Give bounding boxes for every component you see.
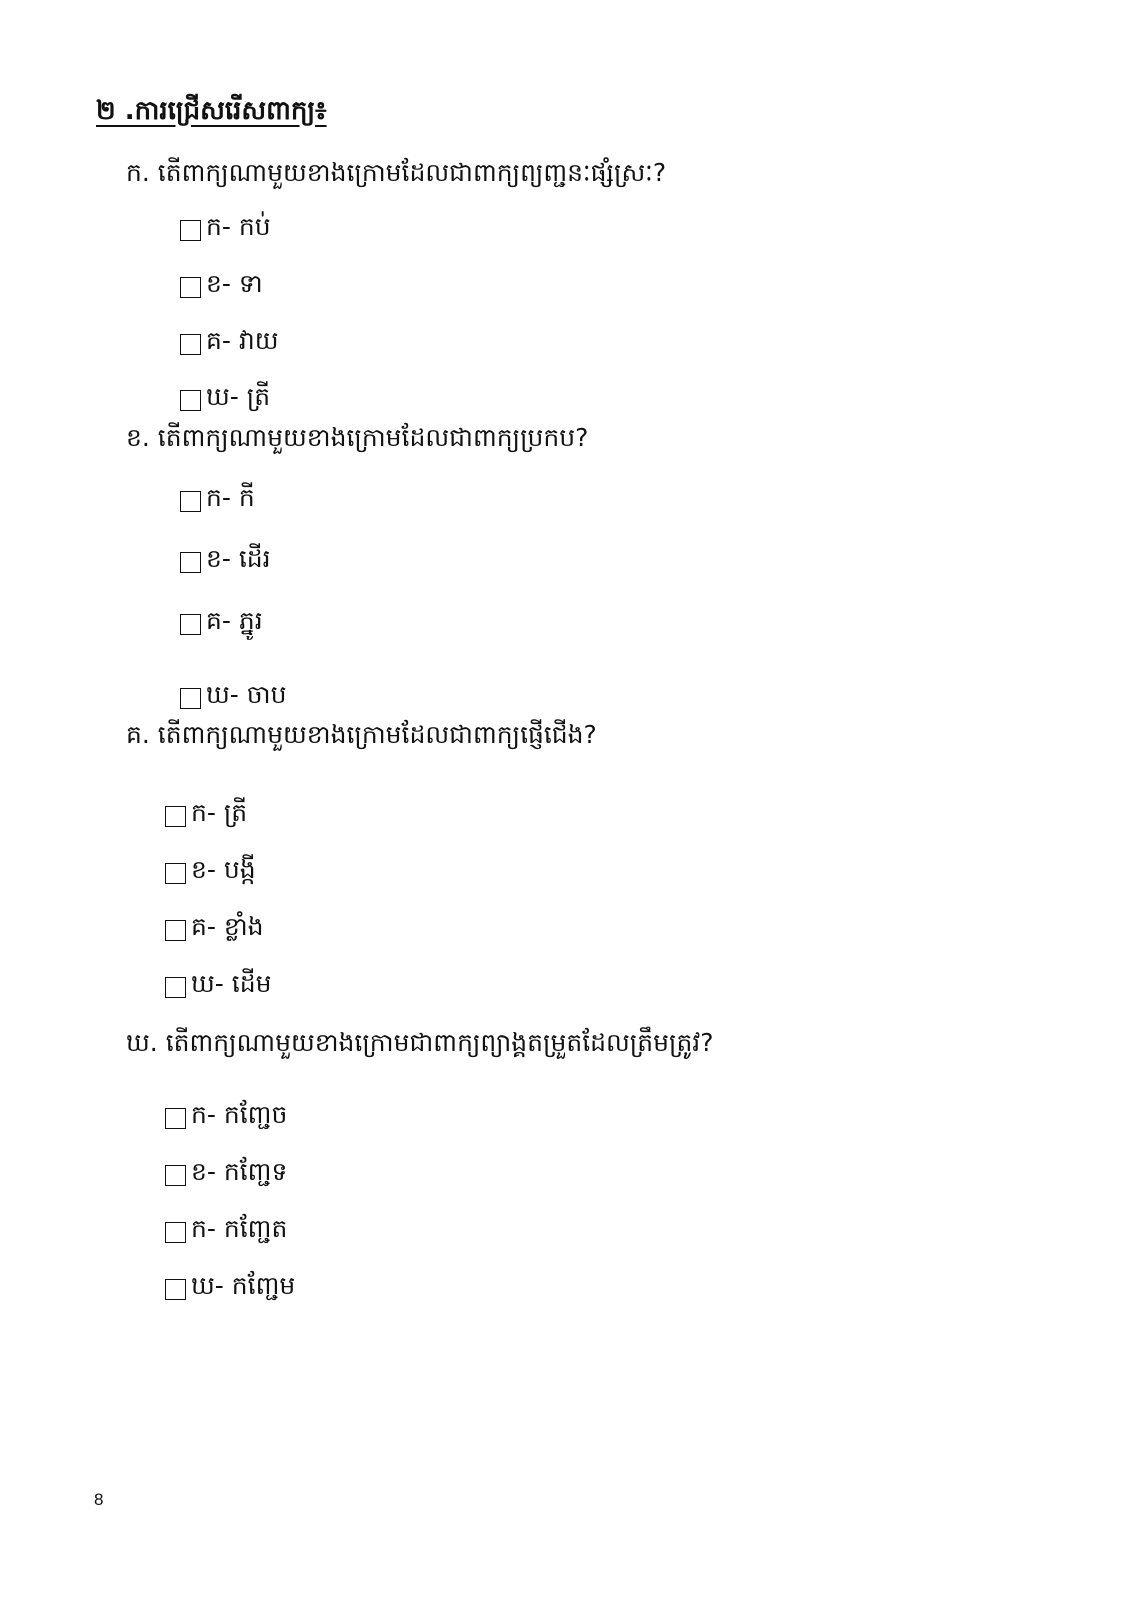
checkbox[interactable] xyxy=(165,806,186,827)
option-label: គ- វាយ xyxy=(206,326,279,355)
checkbox[interactable] xyxy=(165,920,186,941)
section-heading: ២ .ការជ្រើសរើសពាក្យ៖ xyxy=(96,96,327,126)
checkbox[interactable] xyxy=(165,1222,186,1243)
question-2-option-a[interactable] xyxy=(180,483,255,519)
question-4-option-b[interactable] xyxy=(165,1157,287,1193)
option-label: ក- កញ្ជែច xyxy=(191,1100,288,1129)
checkbox[interactable] xyxy=(180,614,201,635)
option-label: ក- កប់ xyxy=(206,212,271,241)
question-2: ខ. តើពាក្យណាមួយខាងក្រោមដែលជាពាក្យប្រកប? xyxy=(126,423,589,452)
question-4-option-a[interactable] xyxy=(165,1100,287,1136)
question-1-option-d[interactable] xyxy=(180,382,270,418)
question-1-option-a[interactable] xyxy=(180,212,271,248)
question-2-option-d[interactable] xyxy=(180,680,286,716)
option-label: គ- ភ្នូរ xyxy=(206,606,263,635)
checkbox[interactable] xyxy=(165,977,186,998)
checkbox[interactable] xyxy=(180,277,201,298)
question-2-option-c[interactable] xyxy=(180,606,263,642)
question-4: ឃ. តើពាក្យណាមួយខាងក្រោមជាពាក្យព្យាង្គតម្រួតដែលត្រឹមត្រូវ? xyxy=(126,1028,714,1057)
question-3-option-d[interactable] xyxy=(165,969,271,1005)
question-1: ក. តើពាក្យណាមួយខាងក្រោមដែលជាពាក្យព្យញ្ជនៈផ្សំស្រៈ? xyxy=(126,158,667,187)
question-1-option-b[interactable] xyxy=(180,269,263,305)
option-label: ក- កញ្ជែត xyxy=(191,1214,288,1243)
checkbox[interactable] xyxy=(165,1279,186,1300)
checkbox[interactable] xyxy=(180,220,201,241)
page-number: 8 xyxy=(94,1490,104,1509)
question-3: គ. តើពាក្យណាមួយខាងក្រោមដែលជាពាក្យផ្ញើជើង? xyxy=(126,720,597,749)
checkbox[interactable] xyxy=(180,334,201,355)
option-label: ខ- ដើរ xyxy=(206,544,271,573)
checkbox[interactable] xyxy=(180,688,201,709)
checkbox[interactable] xyxy=(180,491,201,512)
question-2-option-b[interactable] xyxy=(180,544,271,580)
question-3-option-a[interactable] xyxy=(165,798,247,834)
question-3-option-c[interactable] xyxy=(165,912,264,948)
checkbox[interactable] xyxy=(165,1108,186,1129)
question-3-option-b[interactable] xyxy=(165,855,256,891)
checkbox[interactable] xyxy=(180,390,201,411)
option-label: ក- កី xyxy=(206,483,255,512)
checkbox[interactable] xyxy=(165,1165,186,1186)
option-label: ក- ត្រី xyxy=(191,798,248,827)
checkbox[interactable] xyxy=(165,863,186,884)
option-label: ឃ- កញ្ជែម xyxy=(191,1271,296,1300)
option-label: ឃ- ដើម xyxy=(191,969,272,998)
checkbox[interactable] xyxy=(180,552,201,573)
option-label: ឃ- ចាប xyxy=(206,680,287,709)
option-label: ខ- កញ្ជែទ xyxy=(191,1157,288,1186)
question-4-option-d[interactable] xyxy=(165,1271,295,1307)
question-1-option-c[interactable] xyxy=(180,326,279,362)
option-label: ខ- បង្កី xyxy=(191,855,256,884)
question-4-option-c[interactable] xyxy=(165,1214,287,1250)
option-label: គ- ខ្លាំង xyxy=(191,912,264,941)
option-label: ខ- ទា xyxy=(206,269,263,298)
option-label: ឃ- ត្រី xyxy=(206,382,271,411)
